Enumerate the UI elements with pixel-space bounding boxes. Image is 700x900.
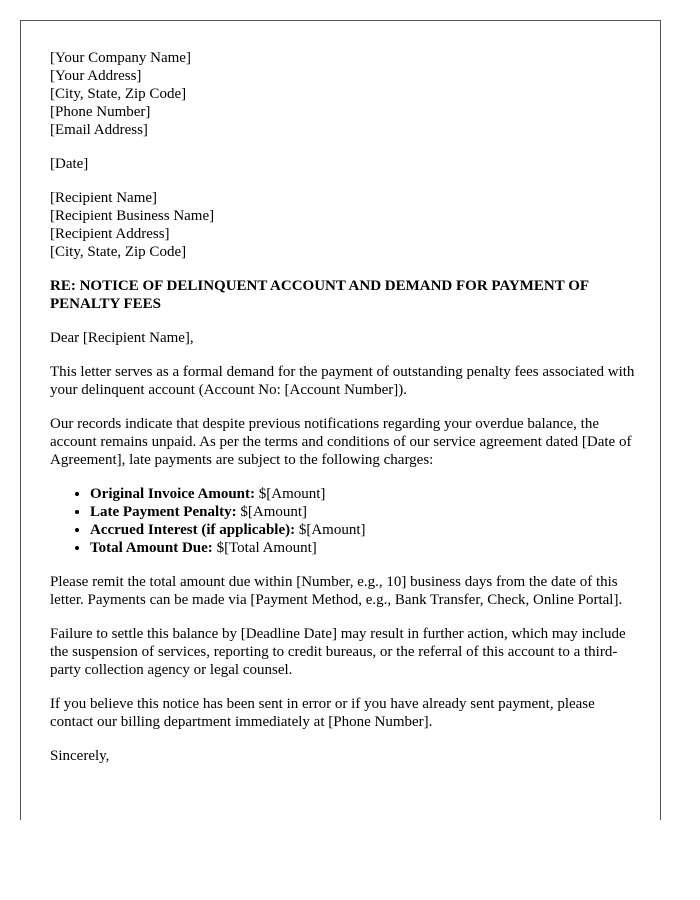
letter-content (50, 49, 640, 781)
sender-address: [Your Address] (50, 68, 142, 84)
charge-label: Accrued Interest (if applicable): (90, 522, 296, 538)
paragraph-remit-instructions: Please remit the total amount due within [Number, e.g., 10] business days from the date of this letter. Payments can be made via [Payment Method, e.g., Bank Transfer, Check, Online Portal]. (50, 574, 623, 608)
recipient-business: [Recipient Business Name] (50, 208, 215, 224)
list-item (90, 485, 640, 503)
sender-company: [Your Company Name] (50, 50, 191, 66)
charges-list (50, 485, 640, 557)
charge-label: Total Amount Due: (90, 540, 213, 556)
sender-email: [Email Address] (50, 122, 148, 138)
paragraph-contact-billing: If you believe this notice has been sent in error or if you have already sent payment, please contact our billing department immediately at [Phone Number]. (50, 696, 595, 730)
salutation: Dear [Recipient Name], (50, 330, 194, 346)
charge-value: $[Amount] (295, 522, 366, 538)
charge-value: $[Total Amount] (212, 540, 317, 556)
charge-label: Late Payment Penalty: (90, 504, 237, 520)
letter-page (20, 20, 661, 820)
recipient-name: [Recipient Name] (50, 190, 158, 206)
sender-city-state-zip: [City, State, Zip Code] (50, 86, 187, 102)
list-item (90, 539, 640, 557)
recipient-city-state-zip: [City, State, Zip Code] (50, 244, 187, 260)
charge-value: $[Amount] (255, 486, 326, 502)
list-item (90, 503, 640, 521)
sender-block (50, 49, 640, 139)
recipient-address: [Recipient Address] (50, 226, 170, 242)
closing: Sincerely, (50, 748, 110, 764)
list-item (90, 521, 640, 539)
paragraph-overdue-balance: Our records indicate that despite previous notifications regarding your overdue balance, the account remains unpaid. As per the terms and conditions of our service agreement dated [Date of Agreement], late payments are subject to the following charges: (50, 416, 632, 468)
recipient-block (50, 189, 640, 261)
paragraph-account-notice: This letter serves as a formal demand for the payment of outstanding penalty fees associated with your delinquent account (Account No: [Account Number]). (50, 364, 635, 398)
subject-line: RE: NOTICE OF DELINQUENT ACCOUNT AND DEMAND FOR PAYMENT OF PENALTY FEES (50, 278, 589, 312)
paragraph-failure-consequences: Failure to settle this balance by [Deadline Date] may result in further action, which may include the suspension of services, reporting to credit bureaus, or the referral of this account to a third-party collection agency or legal counsel. (50, 626, 626, 678)
letter-date: [Date] (50, 156, 89, 172)
charge-value: $[Amount] (236, 504, 308, 520)
date-block (50, 155, 640, 173)
sender-phone: [Phone Number] (50, 104, 151, 120)
charge-label: Original Invoice Amount: (90, 486, 256, 502)
